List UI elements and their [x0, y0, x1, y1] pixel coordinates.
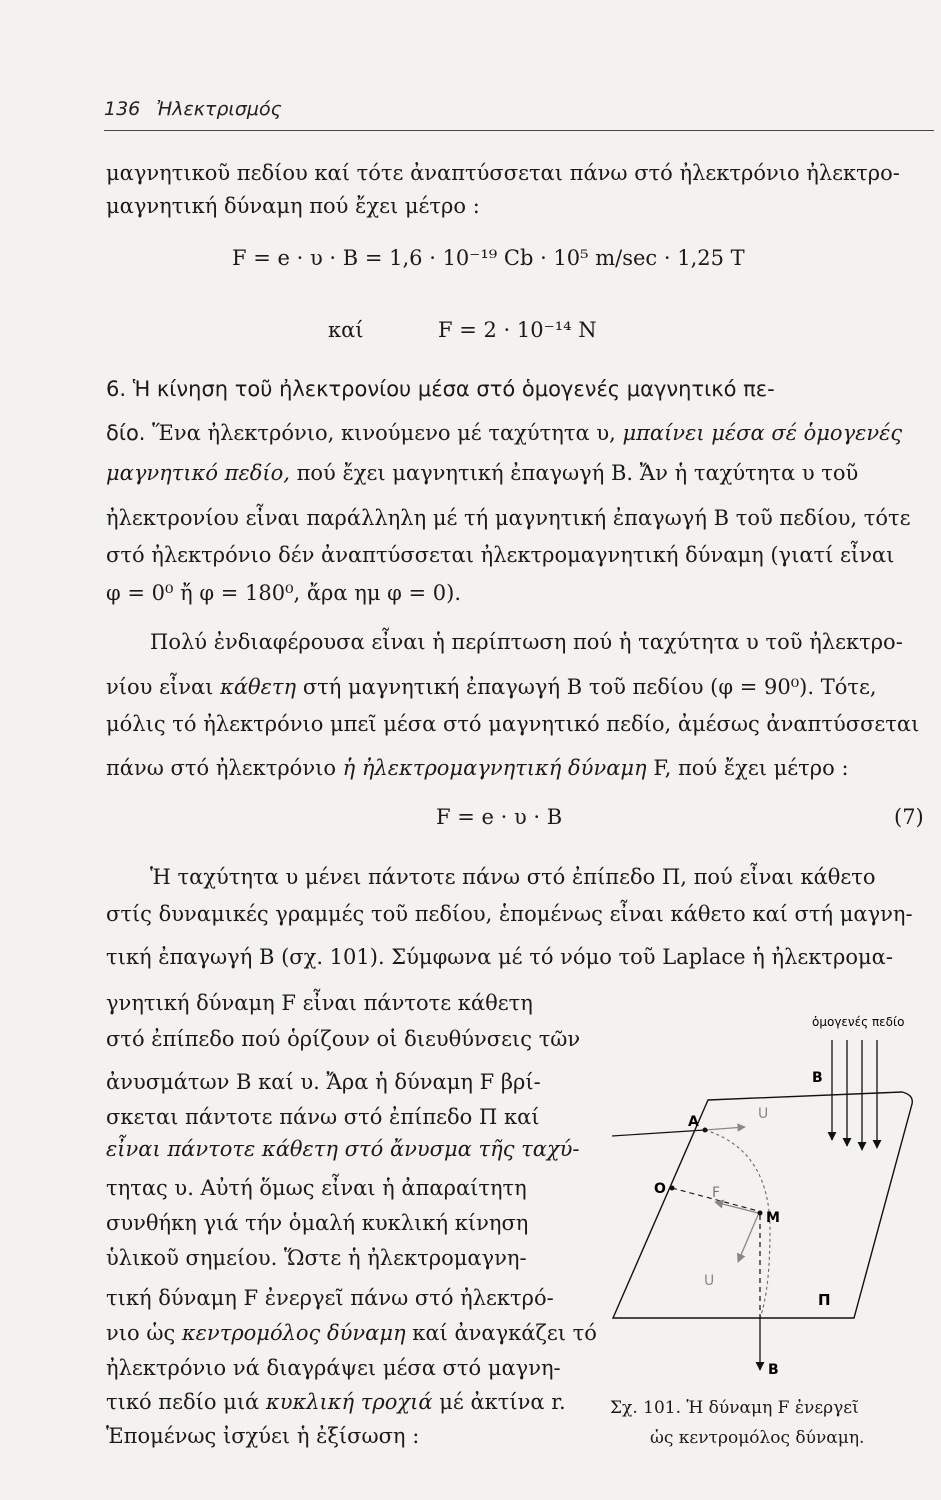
- equation-number: (7): [894, 805, 924, 829]
- text-span: τικό πεδίο μιά: [106, 1390, 266, 1414]
- running-header: [104, 98, 282, 120]
- text-span: πάνω στό ἠλεκτρόνιο: [106, 756, 343, 780]
- equation-laplace: F = e · υ · B: [436, 805, 563, 829]
- text-line: μόλις τό ἠλεκτρόνιο μπεῖ μέσα στό μαγνητικό πεδίο, ἀμέσως ἀναπτύσσεται: [106, 712, 920, 736]
- text-line: γνητική δύναμη F εἶναι πάντοτε κάθετη: [106, 991, 533, 1015]
- label-u-bottom: U: [704, 1273, 715, 1289]
- entry-velocity-line: [612, 1130, 705, 1136]
- equation-kai: καί: [328, 318, 364, 342]
- label-m: M: [766, 1210, 780, 1226]
- text-line: ἠλεκτρονίου εἶναι παράλληλη μέ τή μαγνητική ἐπαγωγή B τοῦ πεδίου, τότε: [106, 506, 911, 530]
- page-number: 136: [104, 98, 141, 120]
- velocity-arrow-m: [738, 1215, 758, 1262]
- text-line: συνθήκη γιά τήν ὁμαλή κυκλική κίνηση: [106, 1211, 529, 1235]
- label-b-bottom: B: [768, 1362, 779, 1378]
- text-line: μαγνητικοῦ πεδίου καί τότε ἀναπτύσσεται πάνω στό ἠλεκτρόνιο ἠλεκτρο-: [106, 161, 900, 185]
- text-line: μαγνητική δύναμη πού ἔχει μέτρο :: [106, 194, 480, 218]
- text-line: [106, 672, 932, 702]
- plane-pi: [613, 1092, 912, 1318]
- text-line: [106, 1387, 606, 1417]
- equation-force-value: F = e · υ · B = 1,6 · 10⁻¹⁹ Cb · 10⁵ m/sec · 1,25 T: [232, 246, 745, 270]
- text-span: πού ἔχει μαγνητική ἐπαγωγή B. Ἄν ἡ ταχύτητα υ τοῦ: [289, 461, 859, 485]
- text-line: ἀνυσμάτων B καί υ. Ἄρα ἡ δύναμη F βρί-: [106, 1070, 541, 1094]
- text-span: Ἕνα ἠλεκτρόνιο, κινούμενο μέ ταχύτητα υ,: [145, 421, 623, 445]
- figure-101-diagram: [600, 1010, 930, 1390]
- text-line: Πολύ ἐνδιαφέρουσα εἶναι ἡ περίπτωση πού ἡ ταχύτητα υ τοῦ ἠλεκτρο-: [150, 630, 903, 654]
- text-line: [106, 1318, 606, 1348]
- text-line: στό ἐπίπεδο πού ὁρίζουν οἱ διευθύνσεις τῶν: [106, 1027, 581, 1051]
- text-line: τητας υ. Αὐτή ὅμως εἶναι ἡ ἀπαραίτητη: [106, 1176, 527, 1200]
- text-line: [106, 418, 932, 448]
- text-span: στή μαγνητική ἐπαγωγή B τοῦ πεδίου (φ = 90⁰). Τότε,: [296, 675, 877, 699]
- label-f: F: [712, 1185, 721, 1201]
- field-label: ὁμογενές πεδίο: [812, 1015, 905, 1029]
- text-line: ὑλικοῦ σημείου. Ὥστε ἡ ἠλεκτρομαγνη-: [106, 1246, 527, 1270]
- point-m: [758, 1211, 763, 1216]
- equation-force-result: F = 2 · 10⁻¹⁴ N: [438, 318, 597, 342]
- velocity-arrow-top: [705, 1127, 745, 1130]
- emphasis-text: κεντρομόλος δύναμη: [181, 1321, 406, 1345]
- text-line: στίς δυναμικές γραμμές τοῦ πεδίου, ἑπομένως εἶναι κάθετο καί στή μαγνη-: [106, 902, 913, 926]
- figure-caption-line1: Σχ. 101. Ἡ δύναμη F ἐνεργεῖ: [610, 1398, 859, 1418]
- section-heading: 6. Ἡ κίνηση τοῦ ἠλεκτρονίου μέσα στό ὁμογενές μαγνητικό πε-: [106, 377, 775, 401]
- force-arrow: [715, 1202, 758, 1213]
- text-span: νιο ὡς: [106, 1321, 182, 1345]
- text-span: F, πού ἔχει μέτρο :: [646, 756, 849, 780]
- label-o: O: [654, 1181, 666, 1197]
- text-span: καί ἀναγκάζει τό: [405, 1321, 597, 1345]
- emphasis-text: ἡ ἠλεκτρομαγνητική δύναμη: [342, 756, 647, 780]
- text-line: Ἑπομένως ἰσχύει ἡ ἐξίσωση :: [106, 1424, 420, 1448]
- section-heading-end: δίο.: [106, 421, 146, 445]
- text-line: στό ἠλεκτρόνιο δέν ἀναπτύσσεται ἠλεκτρομαγνητική δύναμη (γιατί εἶναι: [106, 543, 895, 567]
- text-line: τική δύναμη F ἐνεργεῖ πάνω στό ἠλεκτρό-: [106, 1286, 554, 1310]
- text-line: ἠλεκτρόνιο νά διαγράψει μέσα στό μαγνη-: [106, 1356, 561, 1380]
- emphasis-text: μπαίνει μέσα σέ ὁμογενές: [622, 421, 903, 445]
- figure-caption-line2: ὡς κεντρομόλος δύναμη.: [650, 1428, 865, 1448]
- emphasis-text: κάθετη: [220, 675, 297, 699]
- point-o: [670, 1186, 675, 1191]
- text-span: νίου εἶναι: [106, 675, 221, 699]
- text-line: εἶναι πάντοτε κάθετη στό ἄνυσμα τῆς ταχύ-: [106, 1137, 580, 1161]
- label-a: A: [688, 1114, 699, 1130]
- text-line: τική ἐπαγωγή B (σχ. 101). Σύμφωνα μέ τό νόμο τοῦ Laplace ἡ ἠλεκτρομα-: [106, 945, 893, 969]
- label-b-top: B: [812, 1070, 823, 1086]
- emphasis-text: μαγνητικό πεδίο,: [106, 461, 290, 485]
- text-line: [106, 458, 932, 488]
- text-span: μέ ἀκτίνα r.: [432, 1390, 566, 1414]
- text-line: σκεται πάντοτε πάνω στό ἐπίπεδο Π καί: [106, 1105, 540, 1129]
- label-pi: Π: [818, 1291, 831, 1309]
- emphasis-text: κυκλική τροχιά: [265, 1390, 433, 1414]
- text-line: [106, 753, 932, 783]
- text-line: φ = 0⁰ ἤ φ = 180⁰, ἄρα ημ φ = 0).: [106, 581, 462, 605]
- text-line: Ἡ ταχύτητα υ μένει πάντοτε πάνω στό ἐπίπεδο Π, πού εἶναι κάθετο: [150, 865, 876, 889]
- header-rule: [104, 130, 934, 131]
- running-title: Ἠλεκτρισμός: [156, 98, 282, 120]
- point-a: [703, 1128, 708, 1133]
- label-u-top: U: [758, 1106, 769, 1122]
